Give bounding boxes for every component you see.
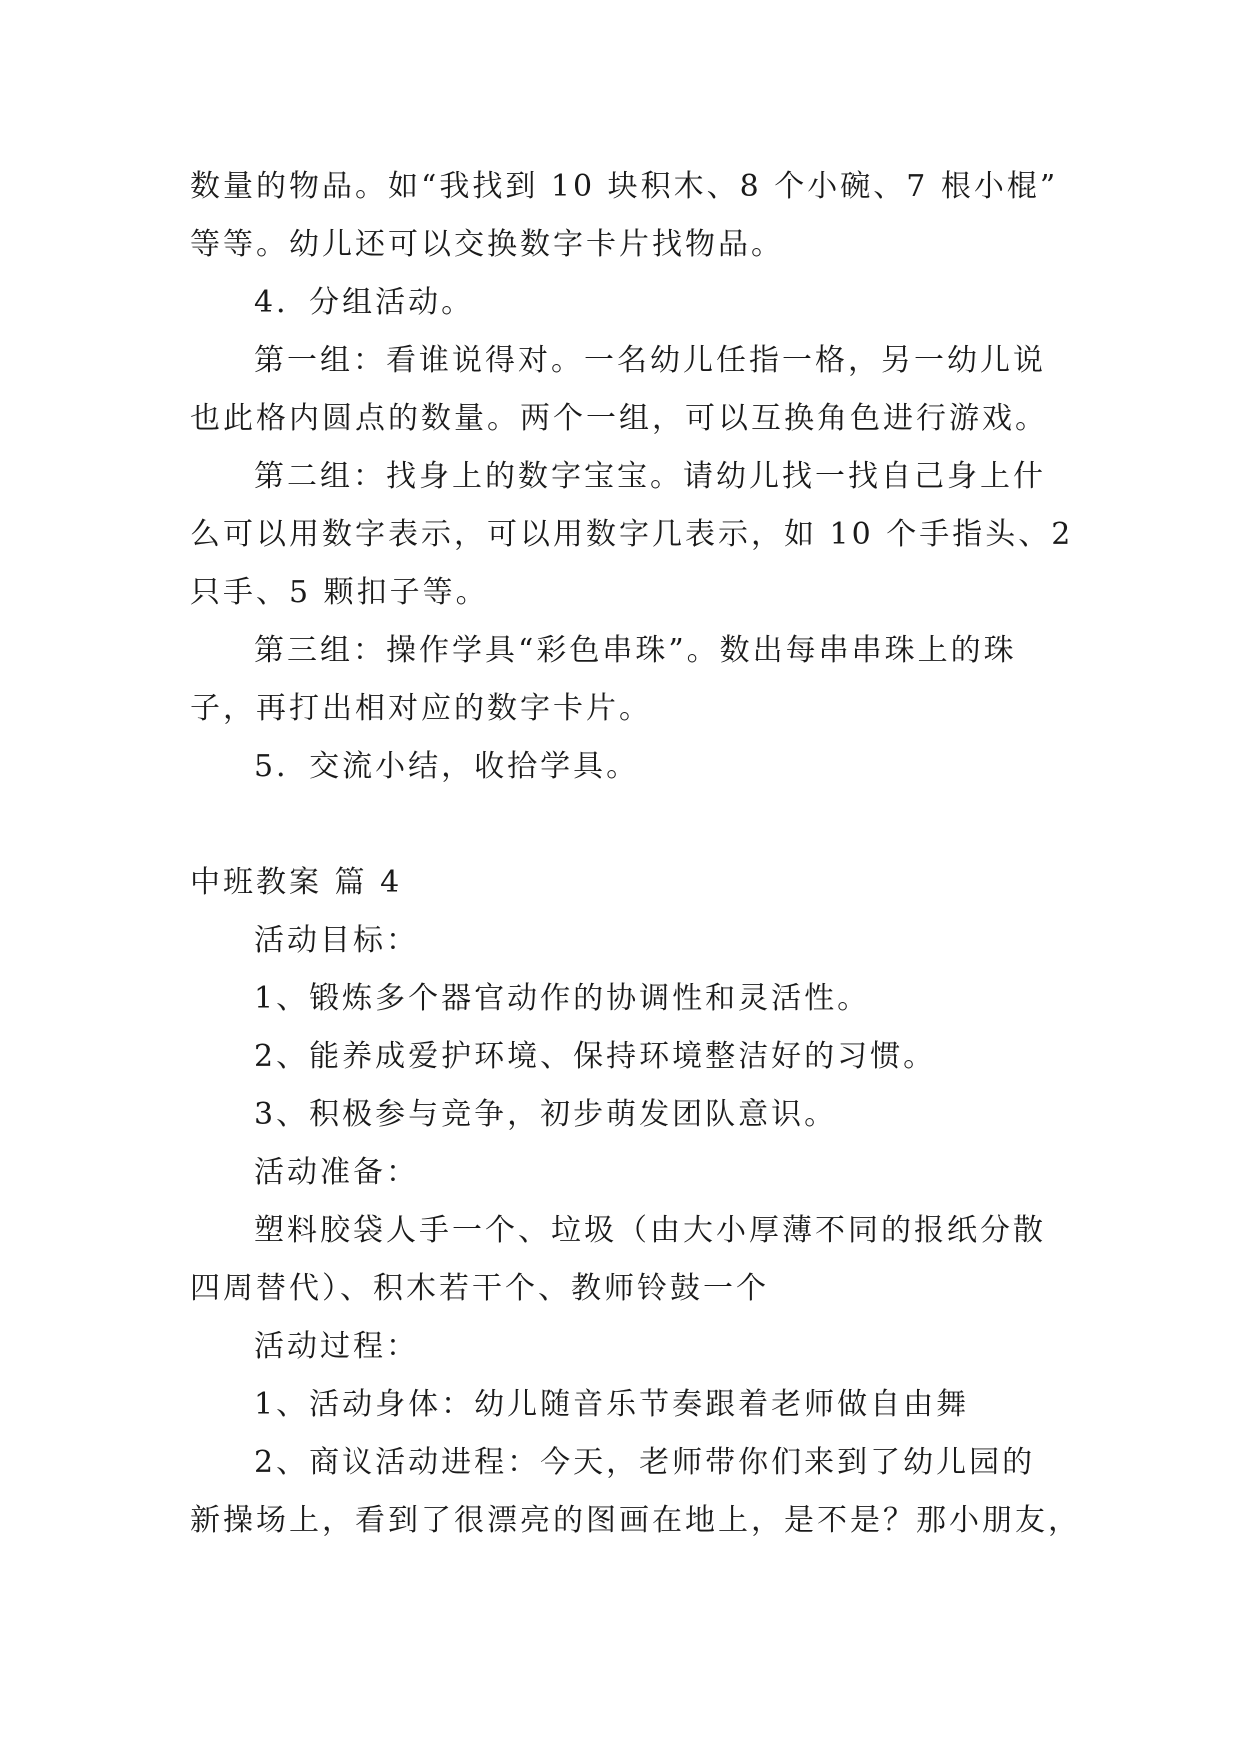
section-line: 塑料胶袋人手一个、垃圾（由大小厚薄不同的报纸分散 xyxy=(254,1213,1046,1248)
section-line: 活动过程： xyxy=(254,1329,419,1364)
paragraph-line: 第三组：操作学具“彩色串珠”。数出每串串珠上的珠 xyxy=(254,633,1017,668)
section-line: 活动目标： xyxy=(254,923,419,958)
section-gap xyxy=(190,796,1060,854)
section-line: 1、锻炼多个器官动作的协调性和灵活性。 xyxy=(254,981,871,1016)
section-line: 活动准备： xyxy=(254,1155,419,1190)
section-line: 四周替代）、积木若干个、教师铃鼓一个 xyxy=(190,1271,769,1306)
paragraph-line: 等等。幼儿还可以交换数字卡片找物品。 xyxy=(190,227,784,262)
section-line: 2、商议活动进程：今天，老师带你们来到了幼儿园的 xyxy=(254,1445,1036,1480)
paragraph-line: 第二组：找身上的数字宝宝。请幼儿找一找自己身上什 xyxy=(254,459,1046,494)
section-line: 1、活动身体：幼儿随音乐节奏跟着老师做自由舞 xyxy=(254,1387,970,1422)
section-title: 中班教案 篇 4 xyxy=(190,865,403,900)
section-line: 新操场上，看到了很漂亮的图画在地上，是不是？那小朋友， xyxy=(190,1503,1081,1538)
paragraph-line: 数量的物品。如“我找到 10 块积木、8 个小碗、7 根小棍” xyxy=(190,169,1059,204)
paragraph-line: 5．交流小结，收拾学具。 xyxy=(254,749,640,784)
paragraph-line: 也此格内圆点的数量。两个一组，可以互换角色进行游戏。 xyxy=(190,401,1048,436)
paragraph-line: 么可以用数字表示，可以用数字几表示，如 10 个手指头、2 xyxy=(190,517,1074,552)
paragraph-line: 子，再打出相对应的数字卡片。 xyxy=(190,691,652,726)
section-line: 3、积极参与竞争，初步萌发团队意识。 xyxy=(254,1097,838,1132)
paragraph-line: 只手、5 颗扣子等。 xyxy=(190,575,489,610)
paragraph-line: 第一组：看谁说得对。一名幼儿任指一格，另一幼儿说 xyxy=(254,343,1046,378)
section-line: 2、能养成爱护环境、保持环境整洁好的习惯。 xyxy=(254,1039,937,1074)
document-body xyxy=(190,158,1081,1550)
paragraph-line: 4．分组活动。 xyxy=(254,285,475,320)
